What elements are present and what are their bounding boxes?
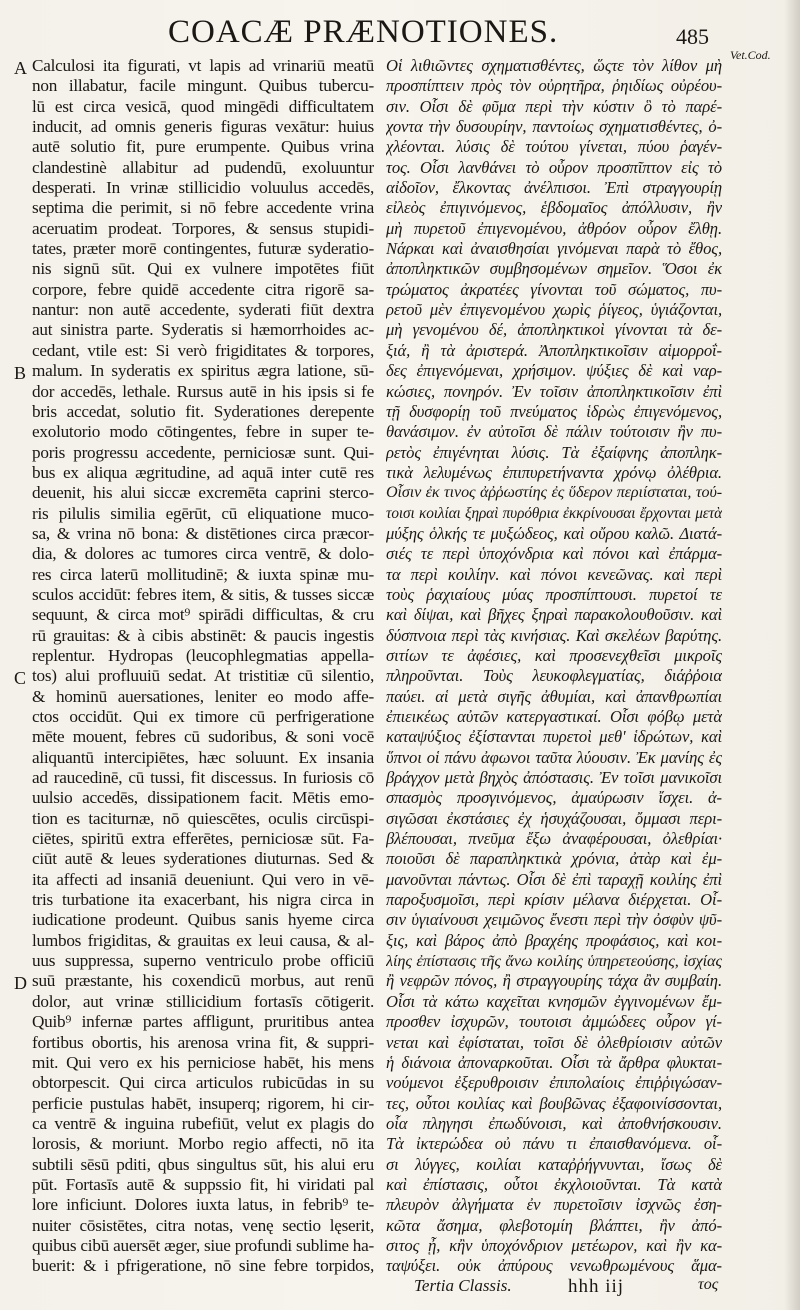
- greek-text-line: βλέπουσαι, πνεῦμα ἔξω ἀναφέρουσαι, ὀλεθρίαι·: [386, 829, 722, 849]
- latin-text-line: lorosis, & moriunt. Morbo regio affecti, nō ita: [32, 1134, 374, 1154]
- greek-text-line: τες, οὗτοι κοιλίας καὶ βουβῶνας ἐξαφοινίσσονται,: [386, 1093, 722, 1113]
- latin-text-line: Calculosi ita figurati, vt lapis ad vrinariū meatū: [32, 56, 374, 75]
- page-title: COACÆ PRÆNOTIONES.: [168, 14, 559, 50]
- latin-text-line: mēte mouent, febres cū sudoribus, & soni vocē: [32, 727, 374, 747]
- greek-text-line: σιν. Οἷσι δὲ φῦμα περὶ τὴν κύστιν ὃ τὸ παρέ-: [386, 96, 722, 116]
- latin-text-line: replentur. Hydropas (leucophlegmatias appella-: [32, 645, 374, 665]
- margin-note: Vet.Cod.: [730, 48, 771, 62]
- greek-text-line: τρώματος ἀκρατέες γίνονται τοῦ σώματος, πυ-: [386, 279, 722, 299]
- greek-text-line: ὕπνοι οἱ πάνυ ἀφωνοι ταῦτα λύουσιν. Ἐκ μανίης ἐς: [386, 747, 722, 767]
- latin-text-line: sequunt, & circa mot⁹ spirādi difficultas, & cru: [32, 605, 374, 625]
- latin-text-line: subtili sēsū pditi, qbus singultus sūt, his alui eru: [32, 1154, 374, 1174]
- greek-text-line: καταψύξιος ἐξίστανται πυρετοὶ μεθ' ἱδρώτων, καὶ: [386, 727, 722, 747]
- greek-text-line: τα περὶ κοιλίην. καὶ πόνοι κενεῶνας. καὶ περὶ: [386, 564, 722, 584]
- greek-text-line: κώσιες, πονηρόν. Ἐν τοῖσιν ἀποπληκτικοῖσιν ἐπὶ: [386, 381, 722, 401]
- greek-text-line: ξιά, ἢ τὰ ἀριστερά. Ἀποπληκτικοῖσιν αἱμορροΐ-: [386, 340, 722, 360]
- latin-text-line: malum. In syderatis ex spiritus ægra latione, sū-: [32, 361, 374, 381]
- latin-text-line: aliquantū intercipiētes, hæc soluunt. Ex insania: [32, 747, 374, 767]
- latin-text-line: & hominū auersationes, leniter eo modo affe-: [32, 686, 374, 706]
- latin-text-line: nantur: non autē accedente, syderati fiūt dextra: [32, 300, 374, 320]
- latin-text-line: desperati. In vrinæ stillicidio voluulus accedēs,: [32, 178, 374, 198]
- latin-text-line: deuenit, his alui siccæ excremēta caprini sterco-: [32, 483, 374, 503]
- greek-text-line: ρετὸς ἐπιγένηται λύσις. Τὰ ἐξαίφνης ἀποπληκ-: [386, 442, 722, 462]
- latin-text-line: poris progressu accedente, perniciosæ sunt. Qui-: [32, 442, 374, 462]
- latin-text-line: ciētes, spiritū extra efferētes, perniciosæ sūt. Fa-: [32, 829, 374, 849]
- latin-text-line: res circa laterū mollitudinē; & iuxta spinæ mu-: [32, 564, 374, 584]
- margin-letter-d: D: [14, 973, 27, 993]
- latin-text-line: ctos occidūt. Qui ex timore cū perfrigeratione: [32, 707, 374, 726]
- margin-letter-b: B: [14, 363, 27, 383]
- latin-text-line: uulsio accedēs, dissipationem facit. Mētis emo-: [32, 788, 374, 808]
- latin-text-line: lū est circa vesicā, quod mingēdi difficultatem: [32, 96, 374, 116]
- latin-text-line: ad raucedinē, cū tussi, fit discessus. In furiosis cō: [32, 768, 374, 788]
- greek-text-line: μὴ γενομένου δέ, ἀποπληκτικοὶ γίνονται τὰ δε-: [386, 320, 722, 340]
- greek-text-line: τος. Οἷσι λανθάνει τὸ οὖρον προσπῖπτον εἰς τὸ: [386, 157, 722, 177]
- greek-text-line: Οἷσιν ἐκ τινος ἀῤῥωστίης ἐς ὕδερον περιίσταται, τού-: [386, 484, 722, 502]
- latin-text-line: exolutorio modo cōtingentes, febre in super te-: [32, 422, 374, 442]
- greek-text-line: τοὺς ῥαχιαίους μύας προσπίπτουσι. πυρετοί τε: [386, 584, 722, 604]
- greek-text-line: καὶ ἐπίστασις, οὗτοι ἐκχλοιοῦνται. Τὰ κατὰ: [386, 1174, 722, 1194]
- latin-text-line: inducit, ad omnis generis figuras vexātur: huius: [32, 117, 374, 137]
- greek-text-line: οἷα πληγησι ἐπωδύνοισι, καὶ ἀποθνήσκουσιν.: [386, 1113, 722, 1133]
- signature-text: Tertia Classis.: [414, 1276, 512, 1295]
- greek-text-line: Νάρκαι καὶ ἀναισθησίαι γινόμεναι παρὰ τὸ ἔθος,: [386, 239, 722, 259]
- latin-text-line: corpore, febre quidē accedente citra rigorē sa-: [32, 279, 374, 299]
- latin-text-line: autē solutio fit, pure erumpente. Quibus vrina: [32, 137, 374, 157]
- latin-text-line: bris accedat, solutio fit. Syderationes derepente: [32, 401, 374, 421]
- latin-text-line: perficie pustulas habēt, insuperq; rigorem, hi cir-: [32, 1093, 374, 1113]
- latin-column: [32, 56, 374, 1277]
- latin-text-line: mit. Qui vero ex his perniciose habēt, his mens: [32, 1052, 374, 1072]
- catchword: τος: [698, 1276, 719, 1293]
- greek-text-line: πλευρὸν ἀλγήματα ἐν πυρετοῖσιν ἰσχνῶς ἐση-: [386, 1195, 722, 1215]
- latin-text-line: sa, & vrina nō bona: & distētiones circa præcor-: [32, 523, 374, 543]
- greek-text-line: μύξης ὁλκής τε μυξώδεος, καὶ οὔρου καλῶ. Διατά-: [386, 523, 722, 543]
- latin-text-line: uus suppressa, superno ventriculo probe officiū: [32, 951, 374, 971]
- greek-text-line: ἢ νεφρῶν πόνος, ἢ στραγγουρίης τάχα ἂν συμβαίη.: [386, 971, 722, 991]
- greek-text-line: τικὰ λελυμένως ἐπιπυρετήναντα χρόνῳ ὀλέθρια.: [386, 462, 722, 482]
- latin-text-line: obtorpescit. Qui circa articulos rubicūdas in su: [32, 1073, 374, 1093]
- signature-mark: hhh iij: [568, 1276, 625, 1297]
- latin-text-line: iudicatione prodeunt. Quibus sanis hyeme circa: [32, 910, 374, 930]
- greek-text-line: ἡ διάνοια ἀποναρκοῦται. Οἷσι τὰ ἄρθρα φλυκται-: [386, 1052, 722, 1072]
- latin-text-line: dolor, aut vrinæ stillicidium fortasīs cōtigerit.: [32, 991, 374, 1011]
- latin-text-line: ris pilulis similia egērūt, cū eliquatione muco-: [32, 503, 374, 523]
- greek-text-line: νεται καὶ ἐφίσταται, τοῖσι δὲ ὀλεθρίοισιν αὐτῶν: [386, 1032, 722, 1052]
- greek-text-line: μανοῦνται πάντως. Οἷσι δὲ ἐπὶ ταραχῇ κοιλίης ἐπὶ: [386, 869, 722, 889]
- page-footer: [0, 1276, 800, 1302]
- greek-text-line: Οἱ λιθιῶντες σχηματισθέντες, ὥςτε τὸν λίθον μὴ: [386, 56, 722, 75]
- greek-text-line: σιγῶσαι ἐκστάσιες ἐχ ἡσυχάζουσαι, ὄμμασι περι-: [386, 808, 722, 828]
- greek-text-line: σιτος ᾖ, κἢν ὑποχόνδριον μετέωρον, καὶ ἢν κα-: [386, 1235, 722, 1255]
- latin-text-line: lumbos frigiditas, & grauitas ex leui causa, & al-: [32, 930, 374, 950]
- greek-text-line: σιές τε περὶ ὑποχόνδρια καὶ πόνοι καὶ ἐπάρμα-: [386, 544, 722, 564]
- latin-text-line: non illabatur, facile mingunt. Quibus tubercu-: [32, 76, 374, 96]
- greek-text-line: προσπίπτειν πρὸς τὸν οὐρητῆρα, ῥηιδίως οὐρέου-: [386, 76, 722, 96]
- latin-text-line: aceruatim prodeat. Torpores, & sensus stupidi-: [32, 218, 374, 238]
- greek-text-line: νούμενοι ἐξερυθροισιν ἐπιπολαίοις ἐπιῤῥιγώσαν-: [386, 1073, 722, 1093]
- latin-text-line: tos) alui profluuiū sedat. At tristitiæ cū silentio,: [32, 666, 374, 686]
- latin-text-line: lore inficiunt. Dolores iuxta latus, in febrib⁹ te-: [32, 1195, 374, 1215]
- greek-text-line: ἀποπληκτικῶν συμβησομένων σημεῖον. Ὅσοι ἐκ: [386, 259, 722, 279]
- greek-text-line: βράγχον μετὰ βηχὸς ἀπόστασις. Ἐν τοῖσι μανικοῖσι: [386, 768, 722, 788]
- greek-text-line: σπασμὸς προσγινόμενος, ἀμαύρωσιν ἴσχει. ἀ-: [386, 788, 722, 808]
- latin-text-line: sculos accidūt: febres item, & sitis, & tusses siccæ: [32, 584, 374, 604]
- greek-text-line: προσθεν ἰσχυρῶν, τουτοισι ἀμμώδεες οὖρον γί-: [386, 1012, 722, 1032]
- margin-letter-c: C: [14, 668, 27, 688]
- latin-text-line: buerit: & i pfrigeratione, nō sine febre torpidos,: [32, 1256, 374, 1276]
- page-edge-shadow: [784, 0, 800, 1310]
- greek-text-line: σι λύγγες, κοιλίαι καταῤῥήγνυνται, ἴσως δὲ: [386, 1154, 722, 1174]
- margin-letter-a: A: [14, 58, 27, 78]
- latin-text-line: ita affecti ad insaniā deueniunt. Qui vero in vē-: [32, 869, 374, 889]
- greek-text-line: χλέονται. λύσις δὲ τούτου γίνεται, πύου ῥαγέν-: [386, 137, 722, 157]
- greek-text-line: εἰλεὸς ἐπιγινόμενος, ἑβδομαῖος ἀπόλλυσιν, ἢν: [386, 198, 722, 218]
- latin-text-line: fortibus obortis, his arenosa vrina fit, & suppri-: [32, 1032, 374, 1052]
- latin-text-line: tion es taciturnæ, nō quiescētes, oculis circūspi-: [32, 808, 374, 828]
- greek-text-line: αἰδοῖον, ἔλκοντας ἀνέλπισοι. Ἐπὶ στραγγουρίῃ: [386, 178, 722, 198]
- latin-text-line: tates, præter morē contingentes, futuræ syderatio-: [32, 239, 374, 259]
- latin-text-line: Quib⁹ infernæ partes affligunt, pruritibus antea: [32, 1012, 374, 1032]
- greek-text-line: σιν ὑγιαίνουσι χειμῶνος ἔνεστι περὶ τὴν ὀσφὺν ψῦ-: [386, 910, 722, 930]
- latin-text-line: clandestinè allabitur ad pudendū, exoluuntur: [32, 157, 374, 177]
- greek-text-line: Τὰ ἰκτερώδεα οὐ πάνυ τι ἐπαισθανόμενα. οἷ-: [386, 1134, 722, 1154]
- greek-text-line: δύσπνοια περὶ τὰς κινήσιας. Καὶ σκελέων βαρύτης.: [386, 625, 722, 645]
- greek-text-line: ξις, καὶ βάρος ἀπὸ βραχέης προφάσιος, καὶ κοι-: [386, 930, 722, 950]
- greek-text-line: λίης ἐπίστασις τῆς ἄνω κοιλίης ὑπηρετεούσης, ἰσχίας: [386, 951, 722, 971]
- latin-text-line: dor accedēs, lethale. Rursus autē in his ipsis si fe: [32, 381, 374, 401]
- greek-text-line: σιτίων τε ἀφέσιες, καὶ προσενεχθεῖσι μικροῖς: [386, 645, 722, 665]
- greek-text-line: μὴ πυρετοῦ ἐπιγενομένου, ἀθρόον οὖρον ἔλθῃ.: [386, 218, 722, 238]
- greek-text-line: τοισι κοιλίαι ξηραὶ πυρόθρια ἐκκρίνουσαι ἔρχονται μετὰ: [386, 504, 722, 522]
- latin-text-line: septima die perimit, si nō febre accedente vrina: [32, 198, 374, 218]
- greek-text-line: χοντα τὴν δυσουρίην, παντοίως σχηματισθέντες, ὀ-: [386, 117, 722, 137]
- latin-text-line: pūt. Fortasīs autē & suppssio fit, hi viridati pal: [32, 1174, 374, 1194]
- latin-text-line: suū præstante, his coxendicū morbus, aut renū: [32, 971, 374, 991]
- page-number: 485: [676, 24, 709, 49]
- latin-text-line: bus ex aliqua ægritudine, ad aquā inter cutē res: [32, 462, 374, 482]
- greek-column: [386, 56, 722, 1277]
- latin-text-line: cedant, vtile est: Si verò frigiditates & torpores,: [32, 340, 374, 360]
- greek-text-line: τῇ δυσφορίῃ τοῦ πνεύματος ἱδρὼς ἐπιγενόμενος,: [386, 401, 722, 421]
- latin-text-line: rū grauitas: & à cibis abstinēt: & paucis ingestis: [32, 625, 374, 645]
- greek-text-line: παροξυσμοῖσι, περὶ κρίσιν μέλανα διέρχεται. Οἷ-: [386, 890, 722, 910]
- greek-text-line: ποιοῦσι δὲ παραπληκτικὰ χρόνια, ἀτὰρ καὶ ἐμ-: [386, 849, 722, 869]
- greek-text-line: πληροῦνται. Τοὺς λευκοφλεγματίας, διάῤῥοια: [386, 666, 722, 686]
- greek-text-line: καὶ δίψαι, καὶ βῆχες ξηραὶ παρακολουθοῦσιν. καὶ: [386, 605, 722, 625]
- greek-text-line: κῶτα ἄσημα, φλεβοτομίη βλάπτει, ἢν ἀπό-: [386, 1215, 722, 1235]
- greek-text-line: ταψύξει. οὐκ ἀπύρους νενωθρωμένους ἅμα-: [386, 1256, 722, 1276]
- latin-text-line: ciūt autē & leues syderationes diuturnas. Sed &: [32, 849, 374, 869]
- latin-text-line: aut sinistra parte. Syderatis si hæmorrhoides ac-: [32, 320, 374, 340]
- latin-text-line: nuiter cōsistētes, citra notas, venę sectio lęserit,: [32, 1215, 374, 1235]
- greek-text-line: ρετοῦ μὲν ἐπιγενομένου χωρὶς ῥίγεος, ὑγιάζονται,: [386, 300, 722, 320]
- running-head: [0, 8, 800, 62]
- greek-text-line: Οἷσι τὰ κάτω καχεῖται κνησμῶν ἐγγινομένων ἔμ-: [386, 991, 722, 1011]
- latin-text-line: dia, & dolores ac tumores circa ventrē, & dolo-: [32, 544, 374, 564]
- greek-text-line: παύει. αἱ μετὰ σιγῆς ἀθυμίαι, καὶ ἀπανθρωπίαι: [386, 686, 722, 706]
- latin-text-line: nis signū sūt. Qui ex vulnere impotētes fiūt: [32, 259, 374, 279]
- latin-text-line: quibus cibū auersēt æger, siue profundi sublime ha-: [32, 1235, 374, 1255]
- greek-text-line: ἐπιεικέως αὐτῶν κατεργαστικαί. Οἷσι φόβῳ μετὰ: [386, 707, 722, 726]
- greek-text-line: θανάσιμον. ἐν αὐτοῖσι δὲ πάλιν τούτοισιν ἢν πυ-: [386, 422, 722, 442]
- latin-text-line: ca ventrē & inguina rubefiūt, velut ex plagis do: [32, 1113, 374, 1133]
- greek-text-line: δες ἐπιγενόμεναι, χρήσιμον. ψύξιες δὲ καὶ ναρ-: [386, 361, 722, 381]
- latin-text-line: tris turbatione ita exacerbant, his nigra circa in: [32, 890, 374, 910]
